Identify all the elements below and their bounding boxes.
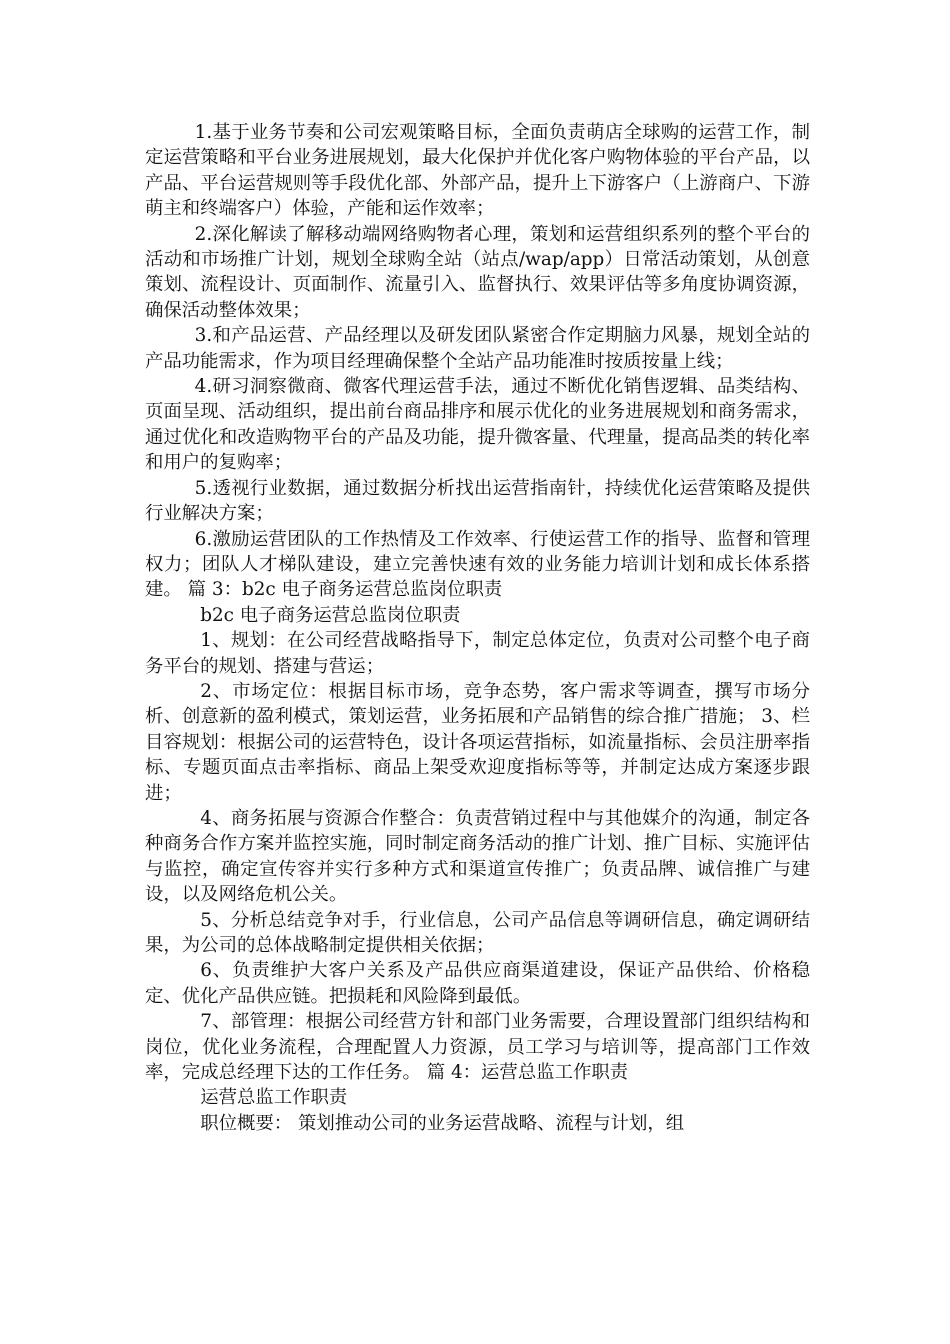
paragraph-9: 4、商务拓展与资源合作整合：负责营销过程中与其他媒介的沟通，制定各种商务合作方案并监控实施，同时制定商务活动的推广计划、推广目标、实施评估与监控，确定宣传容并实行多种方式和渠道宣传推广；负责品牌、诚信推广与建设，以及网络危机公关。 bbox=[145, 807, 810, 906]
paragraph-1: 1.基于业务节奏和公司宏观策略目标，全面负责萌店全球购的运营工作，制定运营策略和平台业务进展规划，最大化保护并优化客户购物体验的平台产品，以产品、平台运营规则等手段优化部、外部产品，提升上下游客户（上游商户、下游萌主和终端客户）体验，产能和运作效率； bbox=[145, 122, 810, 220]
paragraph-3: 3.和产品运营、产品经理以及研发团队紧密合作定期脑力风暴，规划全站的产品功能需求，作为项目经理确保整个全站产品功能准时按质按量上线； bbox=[145, 325, 810, 372]
section-heading-ops: 运营总监工作职责 bbox=[200, 1087, 348, 1109]
paragraph-10: 5、分析总结竞争对手，行业信息，公司产品信息等调研信息，确定调研结果，为公司的总体战略制定提供相关依据； bbox=[145, 909, 810, 956]
paragraph-4: 4.研习洞察微商、微客代理运营手法，通过不断优化销售逻辑、品类结构、页面呈现、活动组织，提出前台商品排序和展示优化的业务进展规划和商务需求，通过优化和改造购物平台的产品及功能，提升微客量、代理量，提高品类的转化率和用户的复购率； bbox=[145, 376, 810, 474]
paragraph-7: 1、规划：在公司经营战略指导下，制定总体定位，负责对公司整个电子商务平台的规划、搭建与营运； bbox=[145, 630, 810, 677]
paragraph-6: 6.激励运营团队的工作热情及工作效率、行使运营工作的指导、监督和管理权力；团队人才梯队建设，建立完善快速有效的业务能力培训计划和成长体系搭建。 篇 3：b2c 电子商务运营总监岗位职责 bbox=[145, 528, 810, 601]
paragraph-12: 7、部管理：根据公司经营方针和部门业务需要，合理设置部门组织结构和岗位，优化业务流程，合理配置人力资源，员工学习与培训等，提高部门工作效率，完成总经理下达的工作任务。 篇 4：运营总监工作职责 bbox=[145, 1011, 810, 1084]
document-body bbox=[145, 120, 810, 1136]
section-heading-b2c: b2c 电子商务运营总监岗位职责 bbox=[200, 604, 461, 626]
paragraph-13: 职位概要： 策划推动公司的业务运营战略、流程与计划，组 bbox=[200, 1112, 685, 1134]
paragraph-2: 2.深化解读了解移动端网络购物者心理，策划和运营组织系列的整个平台的活动和市场推广计划，规划全球购全站（站点/wap/app）日常活动策划，从创意策划、流程设计、页面制作、流量引入、监督执行、效果评估等多角度协调资源，确保活动整体效果； bbox=[145, 223, 810, 321]
paragraph-5: 5.透视行业数据，通过数据分析找出运营指南针，持续优化运营策略及提供行业解决方案； bbox=[145, 477, 810, 525]
paragraph-11: 6、负责维护大客户关系及产品供应商渠道建设，保证产品供给、价格稳定、优化产品供应链。把损耗和风险降到最低。 bbox=[145, 960, 810, 1007]
paragraph-8: 2、市场定位：根据目标市场，竞争态势，客户需求等调查，撰写市场分析、创意新的盈利模式，策划运营，业务拓展和产品销售的综合推广措施； 3、栏目容规划：根据公司的运营特色，设计各项运营指标，如流量指标、会员注册率指标、专题页面点击率指标、商品上架受欢迎度指标等等，并制定达成方案逐步跟进； bbox=[145, 680, 810, 804]
